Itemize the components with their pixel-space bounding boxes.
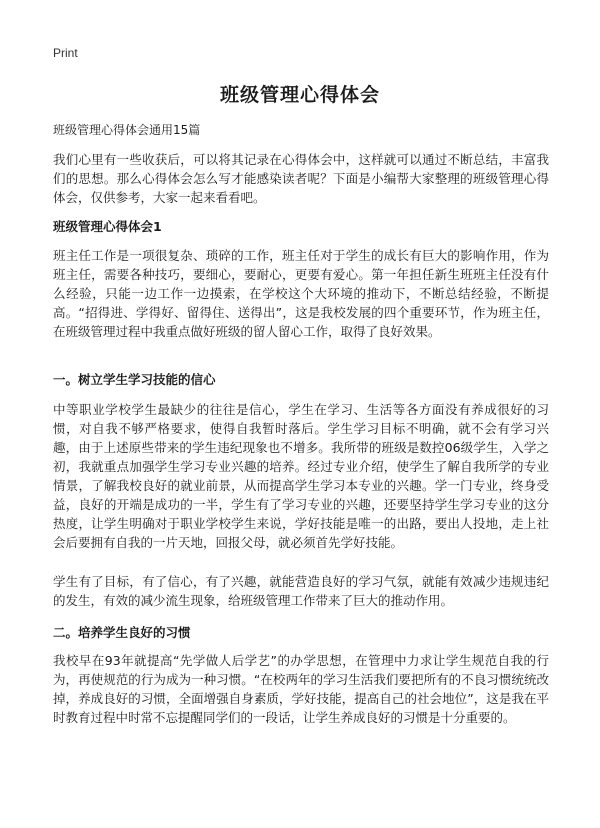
section1-text: 班主任工作是一项很复杂、琐碎的工作，班主任对于学生的成长有巨大的影响作用，作为班主任，需要各种技巧，要细心，要耐心，更要有爱心。第一年担任新生班班主任没有什么经验，只能一边工作一边摸索，在学校这个大环境的推动下，不断总结经验，不断提高。“招得进、学得好、留得住、送得出”，这是我校发展的四个重要环节，作为班主任，在班级管理过程中我重点做好班级的留人留心工作，取得了良好效果。: [53, 248, 549, 339]
section2-heading: 一。树立学生学习技能的信心: [53, 372, 216, 387]
section2-text-1: 中等职业学校学生最缺少的往往是信心，学生在学习、生活等各方面没有养成很好的习惯，对自我不够严格要求，使得自我暂时落后。学生学习目标不明确，就不会有学习兴趣，由于上述原些带来的学生违纪现象也不增多。我所带的班级是数控06级学生，入学之初，我就重点加强学生学习专业兴趣的培养。经过专业介绍，使学生了解自我所学的专业情景，了解我校良好的就业前景，从而提高学生学习本专业的兴趣。学一门专业，终身受益，良好的开端是成功的一半，学生有了学习专业的兴趣，还要坚持学生学习专业的这分热度，让学生明确对于职业学校学生来说，学好技能是唯一的出路，要出人投地，走上社会后要拥有自我的一片天地，回报父母，就必须首先学好技能。: [53, 402, 549, 550]
intro-paragraph: [53, 150, 549, 207]
page-subtitle: 班级管理心得体会通用15篇: [53, 123, 201, 137]
intro-text: 我们心里有一些收获后，可以将其记录在心得体会中，这样就可以通过不断总结，丰富我们的思想。那么心得体会怎么写才能感染读者呢？下面是小编帮大家整理的班级管理心得体会，仅供参考，大家一起来看看吧。: [53, 152, 549, 205]
section2-text-2: 学生有了目标，有了信心，有了兴趣，就能营造良好的学习气氛，就能有效减少违规违纪的发生，有效的减少流生现象，给班级管理工作带来了巨大的推动作用。: [53, 574, 549, 608]
section1-heading: 班级管理心得体会1: [53, 219, 162, 234]
section2-paragraph-2: [53, 572, 549, 610]
section3-heading: 二。培养学生良好的习惯: [53, 625, 191, 640]
page-title: 班级管理心得体会: [219, 84, 380, 106]
section2-paragraph-1: [53, 400, 549, 552]
section1-paragraph: [53, 246, 549, 341]
section3-paragraph: [53, 651, 549, 727]
section3-text: 我校早在93年就提高“先学做人后学艺”的办学思想，在管理中力求让学生规范自我的行为，再使规范的行为成为一种习惯。“在校两年的学习生活我们要把所有的不良习惯统统改掉，养成良好的习惯，全面增强自身素质，学好技能，提高自己的社会地位”，这是我在平时教育过程中时常不忘提醒同学们的一段话，让学生养成良好的习惯是十分重要的。: [53, 653, 549, 725]
print-label[interactable]: Print: [53, 46, 78, 60]
